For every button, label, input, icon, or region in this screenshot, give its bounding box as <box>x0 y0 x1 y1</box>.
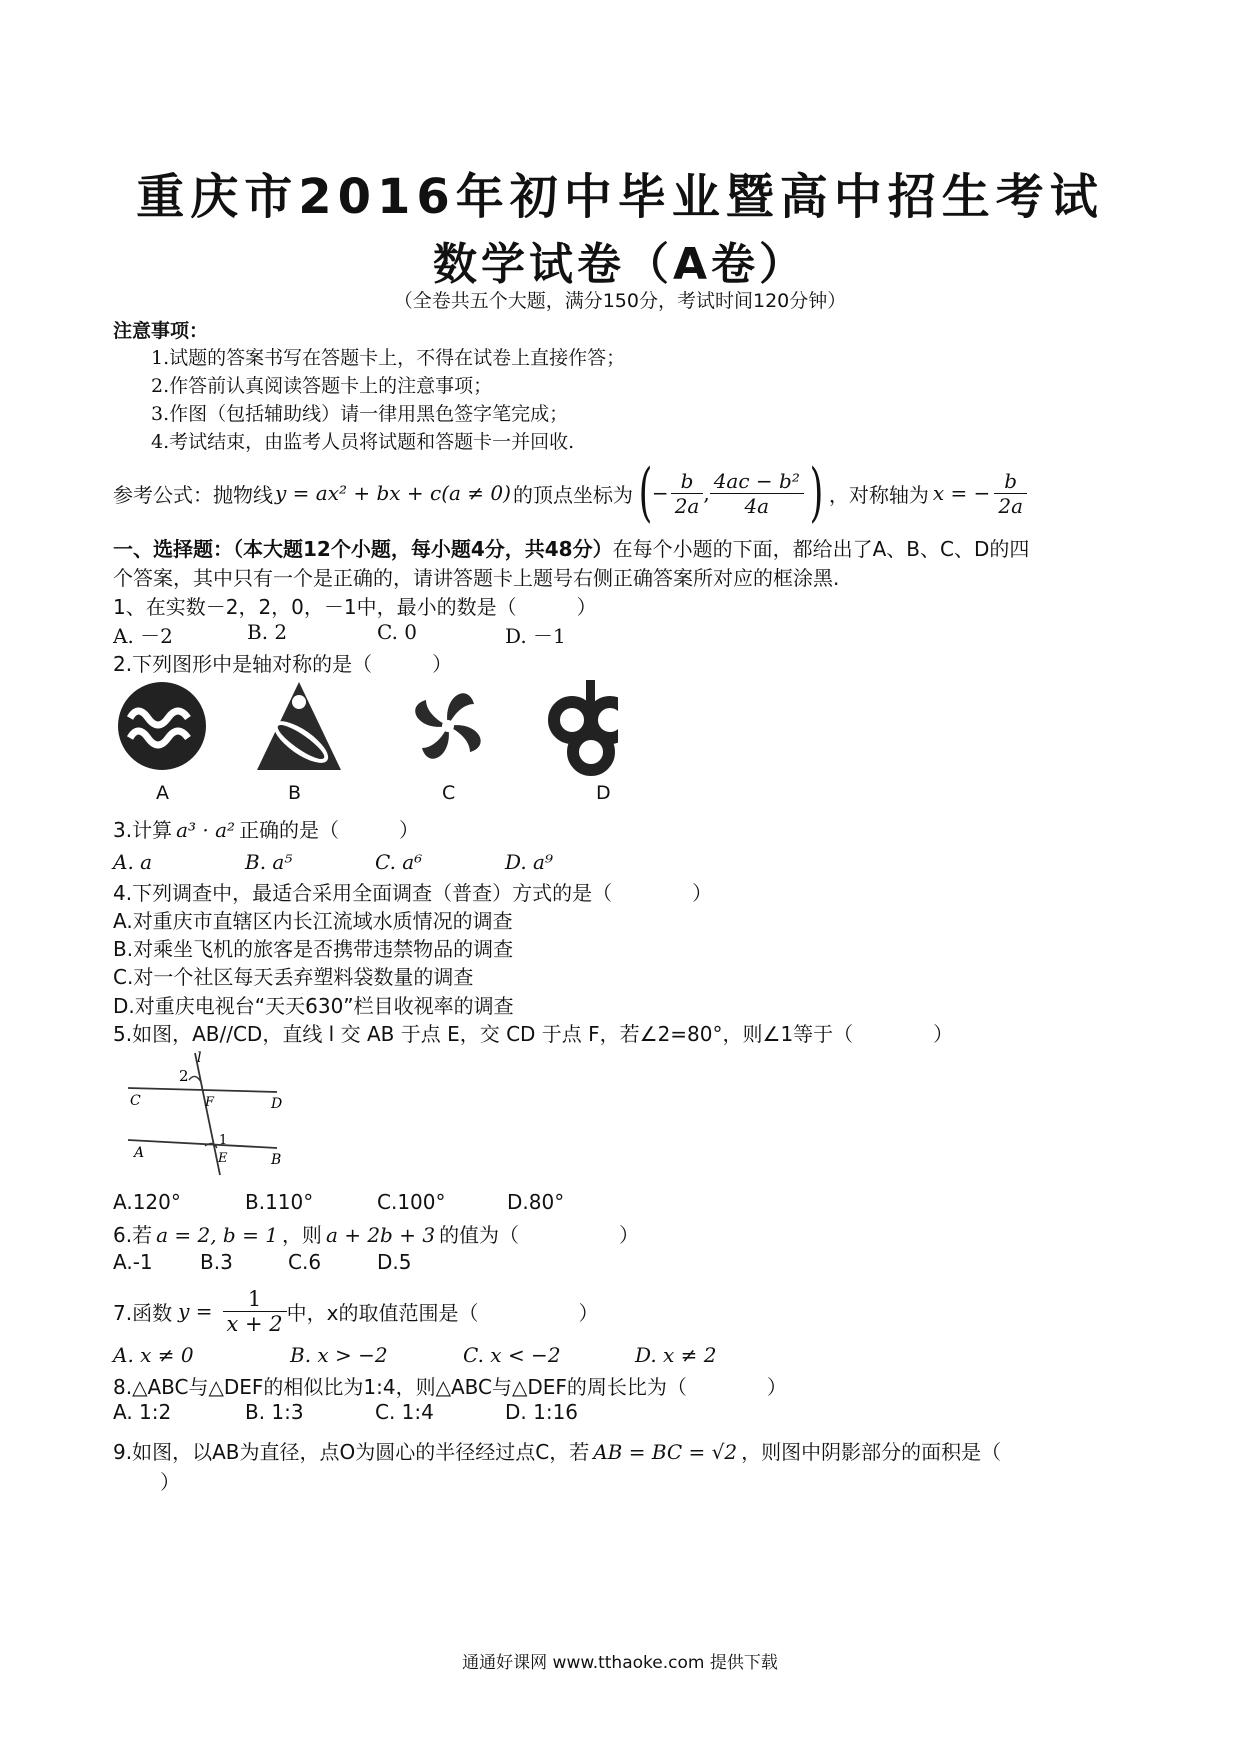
fig-label-a: A <box>134 1145 145 1161</box>
question-6: 6.若 a = 2, b = 1 ，则 a + 2b + 3 的值为（ ） <box>113 1223 640 1247</box>
note-item: 1.试题的答案书写在答题卡上，不得在试卷上直接作答； <box>151 347 626 369</box>
q5-parallel-lines-figure <box>125 1050 300 1180</box>
fig-label-e: E <box>218 1151 228 1166</box>
axis-equation: x = − <box>932 481 991 505</box>
q4-option-b: B.对乘坐飞机的旅客是否携带违禁物品的调查 <box>113 937 514 961</box>
q7-option-c: C. x < −2 <box>463 1343 561 1367</box>
q3-option-c: C. a⁶ <box>375 850 423 874</box>
figure-b-triangle-icon <box>257 682 341 770</box>
question-1: 1、在实数－2，2，0，－1中，最小的数是（ ） <box>113 595 597 619</box>
q8-option-c: C. 1:4 <box>375 1400 434 1424</box>
q8-option-d: D. 1:16 <box>505 1400 579 1424</box>
notes-heading: 注意事项： <box>113 320 209 342</box>
formula-mid: 的顶点坐标为 <box>512 482 633 507</box>
figure-label-b: B <box>288 782 302 804</box>
q7-option-b: B. x > −2 <box>290 1343 388 1367</box>
q8-option-a: A. 1:2 <box>113 1400 172 1424</box>
q6-option-a: A.-1 <box>113 1250 153 1274</box>
q4-option-d: D.对重庆电视台“天天630”栏目收视率的调查 <box>113 994 514 1018</box>
q1-option-d: D. －1 <box>505 624 566 648</box>
right-paren-icon: ) <box>809 456 824 530</box>
question-4: 4.下列调查中，最适合采用全面调查（普查）方式的是（ ） <box>113 881 713 905</box>
q4-option-a: A.对重庆市直辖区内长江流域水质情况的调查 <box>113 909 513 933</box>
question-9-continued: ） <box>160 1470 180 1494</box>
figure-label-a: A <box>156 782 169 804</box>
formula-axis-text: ，对称轴为 <box>828 482 929 507</box>
exam-info: （全卷共五个大题，满分150分，考试时间120分钟） <box>393 290 847 312</box>
q7-option-a: A. x ≠ 0 <box>113 1343 194 1367</box>
figure-label-d: D <box>596 782 611 804</box>
q4-option-c: C.对一个社区每天丢弃塑料袋数量的调查 <box>113 965 474 989</box>
note-item: 3.作图（包括辅助线）请一律用黑色签字笔完成； <box>151 403 569 425</box>
fig-label-1: 1 <box>219 1133 228 1148</box>
reference-formula: 参考公式：抛物线 y = ax² + bx + c(a ≠ 0) 的顶点坐标为 ( − $\frac{b}{2a}$ , $\frac{\text{4ac − b²}}{4a}$ ) ，对称轴为 x = − $\frac{b}{2a}$ <box>113 458 1027 528</box>
q6-option-b: B.3 <box>200 1250 233 1274</box>
q6-option-c: C.6 <box>288 1250 322 1274</box>
formula-prefix: 参考公式：抛物线 <box>113 482 273 507</box>
fig-label-2: 2 <box>179 1067 189 1085</box>
q2-figures <box>118 680 618 780</box>
section-heading: 一、选择题：（本大题12个小题，每小题4分，共48分）在每个小题的下面，都给出了A、B、C、D的四 <box>113 537 1030 561</box>
fig-label-l: l <box>197 1050 202 1066</box>
section-description: 个答案，其中只有一个是正确的，请讲答题卡上题号右侧正确答案所对应的框涂黑. <box>113 566 840 590</box>
q1-option-c: C. 0 <box>377 620 418 644</box>
figure-d-rings-icon <box>554 680 618 770</box>
q5-option-a: A.120° <box>113 1190 181 1214</box>
figure-label-c: C <box>442 782 456 804</box>
fig-label-c: C <box>130 1093 141 1109</box>
question-8: 8.△ABC与△DEF的相似比为1:4，则△ABC与△DEF的周长比为（ ） <box>113 1375 787 1399</box>
figure-c-pinwheel-icon <box>415 693 480 758</box>
note-item: 4.考试结束，由监考人员将试题和答题卡一并回收. <box>151 431 575 453</box>
q7-fraction: $\frac{1}{x + 2}$ <box>223 1287 287 1336</box>
q3-option-a: A. a <box>113 850 153 874</box>
question-3: 3.计算 a³ · a² 正确的是（ ） <box>113 818 420 842</box>
page-footer: 通通好课网 www.tthaoke.com 提供下载 <box>462 1653 778 1673</box>
q5-option-d: D.80° <box>507 1190 565 1214</box>
exam-title: 重庆市2016年初中毕业暨高中招生考试 <box>136 169 1104 225</box>
note-item: 2.作答前认真阅读答题卡上的注意事项； <box>151 375 493 397</box>
fig-label-b: B <box>271 1152 282 1168</box>
q5-option-c: C.100° <box>377 1190 446 1214</box>
question-9: 9.如图，以AB为直径，点O为圆心的半径经过点C，若 AB = BC = √2 ，则图中阴影部分的面积是（ <box>113 1440 1002 1464</box>
question-2: 2.下列图形中是轴对称的是（ ） <box>113 652 453 676</box>
fig-label-d: D <box>271 1096 283 1112</box>
vertex-x-fraction: $\frac{b}{2a}$ <box>671 469 704 518</box>
q5-option-b: B.110° <box>245 1190 314 1214</box>
vertex-y-fraction: $\frac{\text{4ac − b²}}{4a}$ <box>710 469 804 518</box>
q1-option-a: A. －2 <box>113 624 173 648</box>
formula-equation: y = ax² + bx + c(a ≠ 0) <box>275 481 511 505</box>
q1-option-b: B. 2 <box>247 620 288 644</box>
exam-subtitle: 数学试卷（A卷） <box>432 239 808 290</box>
q7-option-d: D. x ≠ 2 <box>635 1343 717 1367</box>
q6-option-d: D.5 <box>377 1250 412 1274</box>
q3-option-d: D. a⁹ <box>505 850 553 874</box>
figure-a-wave-circle-icon <box>118 682 206 770</box>
axis-fraction: $\frac{b}{2a}$ <box>994 469 1027 518</box>
question-5: 5.如图，AB//CD，直线 l 交 AB 于点 E，交 CD 于点 F，若∠2=80°，则∠1等于（ ） <box>113 1022 954 1046</box>
left-paren-icon: ( <box>638 456 653 530</box>
question-7: 7.函数 y = $\frac{1}{x + 2}$ 中，x的取值范围是（ ） <box>113 1286 599 1336</box>
q8-option-b: B. 1:3 <box>245 1400 304 1424</box>
fig-label-f: F <box>205 1095 215 1110</box>
q3-option-b: B. a⁵ <box>245 850 293 874</box>
